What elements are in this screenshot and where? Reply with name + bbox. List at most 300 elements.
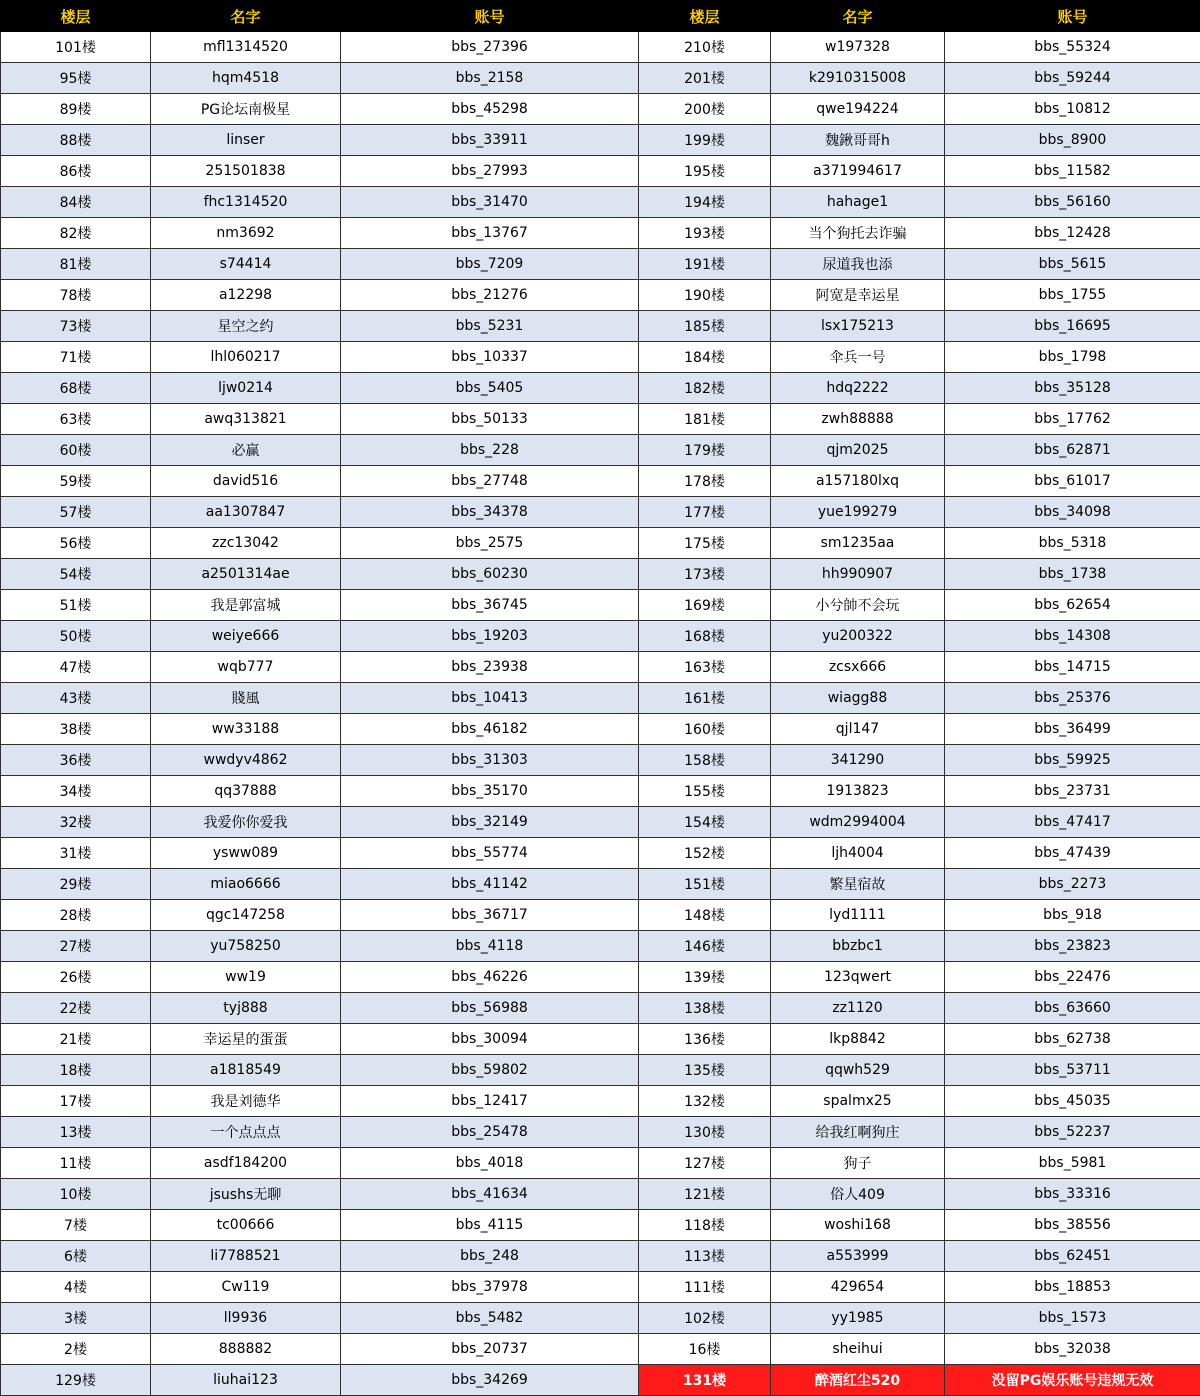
floor-cell: 82楼 <box>1 218 151 249</box>
table-row <box>1 559 1200 590</box>
floor-cell: 161楼 <box>639 683 771 714</box>
account-cell: bbs_63660 <box>945 993 1200 1024</box>
name-cell: 888882 <box>151 1334 341 1365</box>
table-row <box>1 218 1200 249</box>
name-cell: lkp8842 <box>771 1024 945 1055</box>
account-cell: bbs_1573 <box>945 1303 1200 1334</box>
name-cell: wdm2994004 <box>771 807 945 838</box>
name-cell: 123qwert <box>771 962 945 993</box>
name-cell: 星空之约 <box>151 311 341 342</box>
name-cell: hdq2222 <box>771 373 945 404</box>
table-row <box>1 187 1200 218</box>
name-cell: a2501314ae <box>151 559 341 590</box>
name-cell: 小兮帥不会玩 <box>771 590 945 621</box>
account-cell: bbs_4118 <box>341 931 639 962</box>
account-cell: bbs_27993 <box>341 156 639 187</box>
table-row <box>1 1334 1200 1365</box>
floor-cell: 50楼 <box>1 621 151 652</box>
name-cell: yue199279 <box>771 497 945 528</box>
floor-cell: 152楼 <box>639 838 771 869</box>
account-cell: bbs_19203 <box>341 621 639 652</box>
floor-cell: 190楼 <box>639 280 771 311</box>
account-cell: bbs_35128 <box>945 373 1200 404</box>
name-cell: david516 <box>151 466 341 497</box>
table-row <box>1 1179 1200 1210</box>
table-row <box>1 931 1200 962</box>
account-cell: bbs_23731 <box>945 776 1200 807</box>
name-cell: ww19 <box>151 962 341 993</box>
header-name: 名字 <box>771 1 945 32</box>
table-row <box>1 962 1200 993</box>
account-cell: bbs_36717 <box>341 900 639 931</box>
floor-cell: 88楼 <box>1 125 151 156</box>
table-row <box>1 94 1200 125</box>
name-cell: 魏鍬哥哥h <box>771 125 945 156</box>
account-cell: bbs_918 <box>945 900 1200 931</box>
name-cell: 341290 <box>771 745 945 776</box>
name-cell: awq313821 <box>151 404 341 435</box>
floor-cell: 2楼 <box>1 1334 151 1365</box>
name-cell: 当个狗托去诈骗 <box>771 218 945 249</box>
table-row <box>1 249 1200 280</box>
table-row <box>1 1024 1200 1055</box>
floor-cell: 26楼 <box>1 962 151 993</box>
name-cell: 俗人409 <box>771 1179 945 1210</box>
account-cell: bbs_30094 <box>341 1024 639 1055</box>
name-cell: asdf184200 <box>151 1148 341 1179</box>
name-cell: sheihui <box>771 1334 945 1365</box>
floor-cell: 18楼 <box>1 1055 151 1086</box>
table-row <box>1 63 1200 94</box>
account-cell: bbs_53711 <box>945 1055 1200 1086</box>
account-cell: bbs_32149 <box>341 807 639 838</box>
account-cell: bbs_23938 <box>341 652 639 683</box>
account-cell: bbs_5405 <box>341 373 639 404</box>
account-cell: bbs_2273 <box>945 869 1200 900</box>
name-cell: 必赢 <box>151 435 341 466</box>
floor-cell: 102楼 <box>639 1303 771 1334</box>
name-cell: qq37888 <box>151 776 341 807</box>
floor-cell: 195楼 <box>639 156 771 187</box>
account-cell: bbs_35170 <box>341 776 639 807</box>
table-row <box>1 621 1200 652</box>
floor-cell: 89楼 <box>1 94 151 125</box>
floor-cell: 34楼 <box>1 776 151 807</box>
name-cell: a371994617 <box>771 156 945 187</box>
name-cell: tyj888 <box>151 993 341 1024</box>
name-cell: yu758250 <box>151 931 341 962</box>
table-row <box>1 683 1200 714</box>
account-cell: bbs_50133 <box>341 404 639 435</box>
account-cell: bbs_62654 <box>945 590 1200 621</box>
account-cell: bbs_47417 <box>945 807 1200 838</box>
account-cell: bbs_12417 <box>341 1086 639 1117</box>
account-cell: bbs_4115 <box>341 1210 639 1241</box>
floor-cell: 101楼 <box>1 32 151 63</box>
name-cell: lsx175213 <box>771 311 945 342</box>
name-cell: 我爱你你爱我 <box>151 807 341 838</box>
header-account: 账号 <box>945 1 1200 32</box>
name-cell: bbzbc1 <box>771 931 945 962</box>
floor-cell: 121楼 <box>639 1179 771 1210</box>
header-floor: 楼层 <box>1 1 151 32</box>
account-cell: bbs_34269 <box>341 1365 639 1396</box>
account-cell: bbs_2158 <box>341 63 639 94</box>
account-cell: bbs_4018 <box>341 1148 639 1179</box>
name-cell: woshi168 <box>771 1210 945 1241</box>
account-cell: bbs_18853 <box>945 1272 1200 1303</box>
header-floor: 楼层 <box>639 1 771 32</box>
account-cell: bbs_25478 <box>341 1117 639 1148</box>
floor-cell: 178楼 <box>639 466 771 497</box>
table-row <box>1 1117 1200 1148</box>
account-cell: bbs_20737 <box>341 1334 639 1365</box>
name-cell: 幸运星的蛋蛋 <box>151 1024 341 1055</box>
table-row <box>1 466 1200 497</box>
floor-cell: 191楼 <box>639 249 771 280</box>
floor-cell: 131楼 <box>639 1365 771 1396</box>
name-cell: 醉酒红尘520 <box>771 1365 945 1396</box>
name-cell: spalmx25 <box>771 1086 945 1117</box>
floor-cell: 201楼 <box>639 63 771 94</box>
account-cell: bbs_56988 <box>341 993 639 1024</box>
name-cell: yu200322 <box>771 621 945 652</box>
account-cell: bbs_62451 <box>945 1241 1200 1272</box>
floor-cell: 71楼 <box>1 342 151 373</box>
name-cell: 狗子 <box>771 1148 945 1179</box>
floor-cell: 16楼 <box>639 1334 771 1365</box>
floor-cell: 11楼 <box>1 1148 151 1179</box>
floor-cell: 43楼 <box>1 683 151 714</box>
name-cell: mfl1314520 <box>151 32 341 63</box>
table-row <box>1 1365 1200 1396</box>
account-cell: bbs_55774 <box>341 838 639 869</box>
table-row <box>1 993 1200 1024</box>
account-cell: bbs_62871 <box>945 435 1200 466</box>
floor-cell: 63楼 <box>1 404 151 435</box>
account-cell: 没留PG娱乐账号违规无效 <box>945 1365 1200 1396</box>
name-cell: linser <box>151 125 341 156</box>
name-cell: hh990907 <box>771 559 945 590</box>
name-cell: 429654 <box>771 1272 945 1303</box>
floor-cell: 199楼 <box>639 125 771 156</box>
table-row <box>1 156 1200 187</box>
name-cell: wqb777 <box>151 652 341 683</box>
name-cell: ww33188 <box>151 714 341 745</box>
floor-cell: 127楼 <box>639 1148 771 1179</box>
floor-cell: 27楼 <box>1 931 151 962</box>
name-cell: zwh88888 <box>771 404 945 435</box>
name-cell: a553999 <box>771 1241 945 1272</box>
name-cell: qqwh529 <box>771 1055 945 1086</box>
table-row <box>1 497 1200 528</box>
account-cell: bbs_2575 <box>341 528 639 559</box>
floor-cell: 181楼 <box>639 404 771 435</box>
floor-cell: 185楼 <box>639 311 771 342</box>
name-cell: a157180lxq <box>771 466 945 497</box>
account-cell: bbs_12428 <box>945 218 1200 249</box>
name-cell: 繁星宿故 <box>771 869 945 900</box>
account-cell: bbs_21276 <box>341 280 639 311</box>
account-cell: bbs_55324 <box>945 32 1200 63</box>
floor-cell: 160楼 <box>639 714 771 745</box>
name-cell: k2910315008 <box>771 63 945 94</box>
table-row <box>1 590 1200 621</box>
floor-cell: 118楼 <box>639 1210 771 1241</box>
account-cell: bbs_27748 <box>341 466 639 497</box>
floor-cell: 47楼 <box>1 652 151 683</box>
account-cell: bbs_14715 <box>945 652 1200 683</box>
floor-cell: 29楼 <box>1 869 151 900</box>
floor-cell: 139楼 <box>639 962 771 993</box>
name-cell: ll9936 <box>151 1303 341 1334</box>
account-cell: bbs_34378 <box>341 497 639 528</box>
table-row <box>1 776 1200 807</box>
table-row <box>1 311 1200 342</box>
floor-cell: 54楼 <box>1 559 151 590</box>
account-cell: bbs_33316 <box>945 1179 1200 1210</box>
floor-cell: 210楼 <box>639 32 771 63</box>
floor-cell: 95楼 <box>1 63 151 94</box>
account-cell: bbs_41142 <box>341 869 639 900</box>
table-row <box>1 32 1200 63</box>
account-cell: bbs_61017 <box>945 466 1200 497</box>
floor-cell: 59楼 <box>1 466 151 497</box>
account-cell: bbs_25376 <box>945 683 1200 714</box>
account-cell: bbs_34098 <box>945 497 1200 528</box>
name-cell: fhc1314520 <box>151 187 341 218</box>
floor-cell: 158楼 <box>639 745 771 776</box>
account-cell: bbs_5615 <box>945 249 1200 280</box>
name-cell: qjl147 <box>771 714 945 745</box>
table-row <box>1 342 1200 373</box>
table-row <box>1 373 1200 404</box>
table-row <box>1 745 1200 776</box>
account-cell: bbs_31470 <box>341 187 639 218</box>
account-cell: bbs_22476 <box>945 962 1200 993</box>
floor-cell: 84楼 <box>1 187 151 218</box>
table-row <box>1 1303 1200 1334</box>
account-cell: bbs_59802 <box>341 1055 639 1086</box>
floor-cell: 177楼 <box>639 497 771 528</box>
account-cell: bbs_47439 <box>945 838 1200 869</box>
account-cell: bbs_1798 <box>945 342 1200 373</box>
account-cell: bbs_36745 <box>341 590 639 621</box>
name-cell: yy1985 <box>771 1303 945 1334</box>
name-cell: lyd1111 <box>771 900 945 931</box>
name-cell: 一个点点点 <box>151 1117 341 1148</box>
floor-cell: 129楼 <box>1 1365 151 1396</box>
name-cell: ljw0214 <box>151 373 341 404</box>
floor-cell: 169楼 <box>639 590 771 621</box>
floor-cell: 184楼 <box>639 342 771 373</box>
account-cell: bbs_60230 <box>341 559 639 590</box>
account-cell: bbs_5981 <box>945 1148 1200 1179</box>
header-account: 账号 <box>341 1 639 32</box>
account-cell: bbs_38556 <box>945 1210 1200 1241</box>
table-row <box>1 435 1200 466</box>
table-row <box>1 1086 1200 1117</box>
floor-cell: 136楼 <box>639 1024 771 1055</box>
account-cell: bbs_62738 <box>945 1024 1200 1055</box>
table-row <box>1 807 1200 838</box>
floor-cell: 56楼 <box>1 528 151 559</box>
floor-cell: 179楼 <box>639 435 771 466</box>
account-cell: bbs_5318 <box>945 528 1200 559</box>
account-cell: bbs_45298 <box>341 94 639 125</box>
name-cell: a12298 <box>151 280 341 311</box>
name-cell: qjm2025 <box>771 435 945 466</box>
name-cell: zz1120 <box>771 993 945 1024</box>
table-row <box>1 714 1200 745</box>
account-cell: bbs_5231 <box>341 311 639 342</box>
floor-cell: 193楼 <box>639 218 771 249</box>
account-cell: bbs_46226 <box>341 962 639 993</box>
floor-cell: 13楼 <box>1 1117 151 1148</box>
floor-cell: 135楼 <box>639 1055 771 1086</box>
name-cell: wiagg88 <box>771 683 945 714</box>
floor-cell: 113楼 <box>639 1241 771 1272</box>
floor-cell: 38楼 <box>1 714 151 745</box>
account-cell: bbs_23823 <box>945 931 1200 962</box>
floor-cell: 17楼 <box>1 1086 151 1117</box>
name-cell: sm1235aa <box>771 528 945 559</box>
floor-cell: 78楼 <box>1 280 151 311</box>
floor-cell: 132楼 <box>639 1086 771 1117</box>
floor-cell: 200楼 <box>639 94 771 125</box>
name-cell: aa1307847 <box>151 497 341 528</box>
floor-cell: 6楼 <box>1 1241 151 1272</box>
table-body <box>1 32 1200 1396</box>
floor-cell: 148楼 <box>639 900 771 931</box>
floor-cell: 36楼 <box>1 745 151 776</box>
account-cell: bbs_31303 <box>341 745 639 776</box>
name-cell: Cw119 <box>151 1272 341 1303</box>
account-cell: bbs_59244 <box>945 63 1200 94</box>
floor-cell: 173楼 <box>639 559 771 590</box>
account-cell: bbs_32038 <box>945 1334 1200 1365</box>
account-cell: bbs_10337 <box>341 342 639 373</box>
floor-cell: 154楼 <box>639 807 771 838</box>
table-row <box>1 125 1200 156</box>
name-cell: zzc13042 <box>151 528 341 559</box>
name-cell: 给我红啊狗庄 <box>771 1117 945 1148</box>
name-cell: wwdyv4862 <box>151 745 341 776</box>
account-cell: bbs_52237 <box>945 1117 1200 1148</box>
account-cell: bbs_33911 <box>341 125 639 156</box>
name-cell: lhl060217 <box>151 342 341 373</box>
account-cell: bbs_13767 <box>341 218 639 249</box>
account-cell: bbs_10812 <box>945 94 1200 125</box>
account-cell: bbs_5482 <box>341 1303 639 1334</box>
table-row <box>1 528 1200 559</box>
table-row <box>1 869 1200 900</box>
name-cell: hahage1 <box>771 187 945 218</box>
name-cell: jsushs无聊 <box>151 1179 341 1210</box>
floor-cell: 182楼 <box>639 373 771 404</box>
account-cell: bbs_7209 <box>341 249 639 280</box>
account-cell: bbs_11582 <box>945 156 1200 187</box>
floor-cell: 146楼 <box>639 931 771 962</box>
account-cell: bbs_37978 <box>341 1272 639 1303</box>
floor-cell: 194楼 <box>639 187 771 218</box>
table-row <box>1 838 1200 869</box>
floor-cell: 22楼 <box>1 993 151 1024</box>
name-cell: miao6666 <box>151 869 341 900</box>
table-row <box>1 652 1200 683</box>
floor-cell: 31楼 <box>1 838 151 869</box>
floor-cell: 4楼 <box>1 1272 151 1303</box>
name-cell: nm3692 <box>151 218 341 249</box>
floor-cell: 3楼 <box>1 1303 151 1334</box>
account-cell: bbs_41634 <box>341 1179 639 1210</box>
floor-cell: 21楼 <box>1 1024 151 1055</box>
table-row <box>1 404 1200 435</box>
floor-cell: 168楼 <box>639 621 771 652</box>
name-cell: 我是郭富城 <box>151 590 341 621</box>
name-cell: 251501838 <box>151 156 341 187</box>
name-cell: liuhai123 <box>151 1365 341 1396</box>
name-cell: zcsx666 <box>771 652 945 683</box>
table-row <box>1 1055 1200 1086</box>
floor-cell: 130楼 <box>639 1117 771 1148</box>
name-cell: weiye666 <box>151 621 341 652</box>
header-name: 名字 <box>151 1 341 32</box>
name-cell: PG论坛南极星 <box>151 94 341 125</box>
name-cell: 尿道我也添 <box>771 249 945 280</box>
floor-cell: 151楼 <box>639 869 771 900</box>
account-cell: bbs_248 <box>341 1241 639 1272</box>
name-cell: qwe194224 <box>771 94 945 125</box>
table-row <box>1 900 1200 931</box>
name-cell: 阿宽是幸运星 <box>771 280 945 311</box>
name-cell: 賤風 <box>151 683 341 714</box>
account-cell: bbs_1738 <box>945 559 1200 590</box>
header-row <box>1 1 1200 32</box>
name-cell: ysww089 <box>151 838 341 869</box>
account-cell: bbs_17762 <box>945 404 1200 435</box>
account-cell: bbs_228 <box>341 435 639 466</box>
table-row <box>1 1241 1200 1272</box>
name-cell: ljh4004 <box>771 838 945 869</box>
floor-cell: 10楼 <box>1 1179 151 1210</box>
floor-cell: 163楼 <box>639 652 771 683</box>
floor-cell: 155楼 <box>639 776 771 807</box>
floor-cell: 51楼 <box>1 590 151 621</box>
floor-cell: 7楼 <box>1 1210 151 1241</box>
name-cell: w197328 <box>771 32 945 63</box>
name-cell: 我是刘德华 <box>151 1086 341 1117</box>
account-cell: bbs_46182 <box>341 714 639 745</box>
name-cell: qgc147258 <box>151 900 341 931</box>
account-cell: bbs_16695 <box>945 311 1200 342</box>
account-cell: bbs_14308 <box>945 621 1200 652</box>
account-cell: bbs_56160 <box>945 187 1200 218</box>
floor-cell: 81楼 <box>1 249 151 280</box>
account-cell: bbs_27396 <box>341 32 639 63</box>
name-cell: 伞兵一号 <box>771 342 945 373</box>
name-cell: li7788521 <box>151 1241 341 1272</box>
floor-cell: 32楼 <box>1 807 151 838</box>
floor-cell: 175楼 <box>639 528 771 559</box>
account-cell: bbs_59925 <box>945 745 1200 776</box>
table-row <box>1 1210 1200 1241</box>
floor-cell: 60楼 <box>1 435 151 466</box>
table-row <box>1 1272 1200 1303</box>
floor-cell: 86楼 <box>1 156 151 187</box>
floor-cell: 57楼 <box>1 497 151 528</box>
table-row <box>1 280 1200 311</box>
